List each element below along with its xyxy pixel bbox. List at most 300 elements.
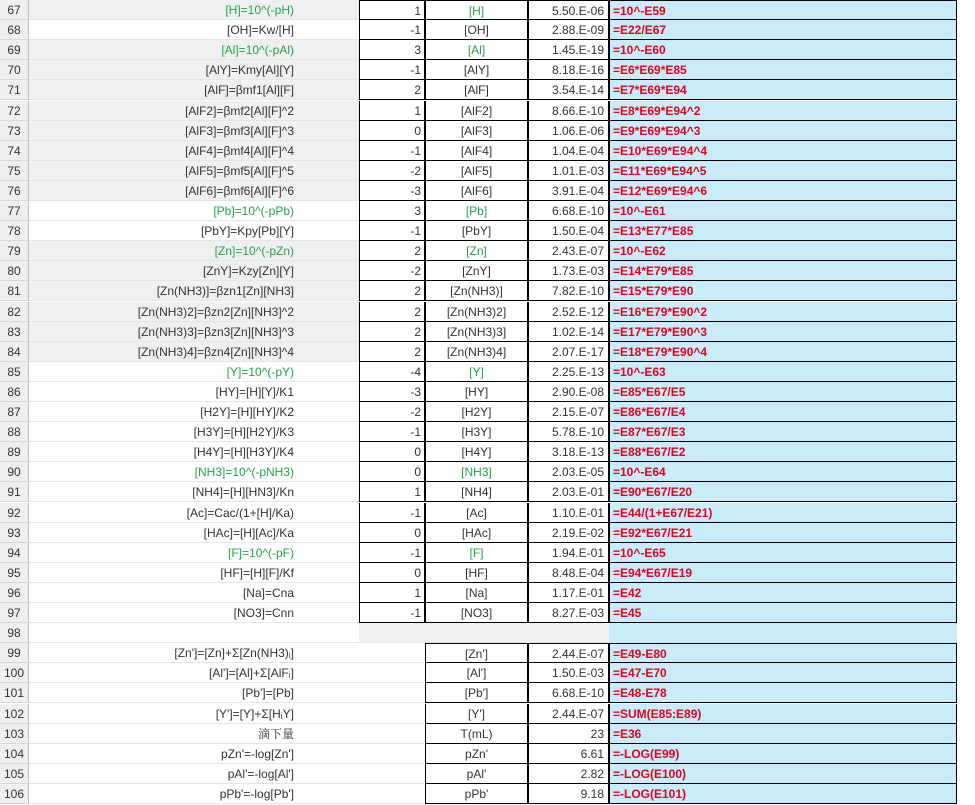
row-header[interactable]: 83 (0, 322, 29, 342)
formula-cell[interactable]: =E36 (609, 724, 957, 744)
value-cell[interactable]: 1.02.E-14 (528, 322, 609, 342)
empty-cell[interactable] (359, 623, 425, 643)
species-cell[interactable]: pZn' (425, 744, 528, 764)
empty-cell[interactable] (359, 663, 425, 683)
species-cell[interactable]: [Pb] (425, 201, 528, 221)
empty-cell[interactable] (297, 80, 359, 100)
label-cell[interactable]: [H2Y]=[H][HY]/K2 (29, 402, 297, 422)
formula-cell[interactable]: =10^-E63 (609, 362, 957, 382)
charge-cell[interactable]: -1 (359, 141, 425, 161)
label-cell[interactable]: [F]=10^(-pF) (29, 543, 297, 563)
row-header[interactable]: 91 (0, 482, 29, 502)
charge-cell[interactable]: 2 (359, 281, 425, 301)
row-header[interactable]: 68 (0, 20, 29, 40)
species-cell[interactable]: [Y'] (425, 704, 528, 724)
formula-cell[interactable]: =SUM(E85:E89) (609, 704, 957, 724)
species-cell[interactable]: [ZnY] (425, 261, 528, 281)
charge-cell[interactable]: 0 (359, 462, 425, 482)
table-row (0, 201, 975, 221)
charge-cell[interactable]: 2 (359, 322, 425, 342)
value-cell[interactable]: 8.48.E-04 (528, 563, 609, 583)
table-row (0, 20, 975, 40)
value-cell[interactable]: 2.15.E-07 (528, 402, 609, 422)
row-header[interactable]: 77 (0, 201, 29, 221)
formula-cell[interactable]: =E85*E67/E5 (609, 382, 957, 402)
empty-cell[interactable] (297, 402, 359, 422)
formula-cell[interactable]: =E15*E79*E90 (609, 281, 957, 301)
label-cell[interactable]: pZn'=-log[Zn'] (29, 744, 297, 764)
species-cell[interactable]: [HAc] (425, 523, 528, 543)
label-cell[interactable]: [NH4]=[H][HN3]/Kn (29, 482, 297, 502)
row-header[interactable]: 97 (0, 603, 29, 623)
label-cell[interactable]: [HAc]=[H][Ac]/Ka (29, 523, 297, 543)
charge-cell[interactable]: -2 (359, 402, 425, 422)
empty-cell[interactable] (359, 764, 425, 784)
species-cell[interactable]: [AlF5] (425, 161, 528, 181)
species-cell[interactable]: pAl' (425, 764, 528, 784)
value-cell[interactable]: 1.17.E-01 (528, 583, 609, 603)
charge-cell[interactable]: -1 (359, 422, 425, 442)
row-header[interactable]: 67 (0, 0, 29, 20)
species-cell[interactable]: [AlF4] (425, 141, 528, 161)
table-row (0, 683, 975, 703)
empty-cell[interactable] (359, 724, 425, 744)
formula-cell[interactable]: =E16*E79*E90^2 (609, 302, 957, 322)
species-cell[interactable]: [H4Y] (425, 442, 528, 462)
empty-cell[interactable] (297, 101, 359, 121)
label-cell[interactable]: [AlF3]=βmf3[Al][F]^3 (29, 121, 297, 141)
label-cell[interactable]: [Zn']=[Zn]+Σ[Zn(NH3)ᵢ] (29, 643, 297, 663)
label-cell[interactable]: [AlF5]=βmf5[Al][F]^5 (29, 161, 297, 181)
label-cell[interactable]: [Y]=10^(-pY) (29, 362, 297, 382)
table-row (0, 764, 975, 784)
formula-cell[interactable]: =E87*E67/E3 (609, 422, 957, 442)
species-cell[interactable]: [Zn(NH3)4] (425, 342, 528, 362)
value-cell[interactable]: 2.44.E-07 (528, 643, 609, 663)
row-header[interactable]: 90 (0, 462, 29, 482)
empty-cell[interactable] (297, 281, 359, 301)
species-cell[interactable]: [PbY] (425, 221, 528, 241)
row-header[interactable]: 94 (0, 543, 29, 563)
row-header[interactable]: 84 (0, 342, 29, 362)
value-cell[interactable]: 2.52.E-12 (528, 302, 609, 322)
value-cell[interactable]: 1.50.E-03 (528, 663, 609, 683)
charge-cell[interactable]: -1 (359, 503, 425, 523)
label-cell[interactable]: pAl'=-log[Al'] (29, 764, 297, 784)
row-header[interactable]: 103 (0, 724, 29, 744)
formula-cell[interactable]: =-LOG(E101) (609, 784, 957, 804)
row-header[interactable]: 98 (0, 623, 29, 643)
formula-cell[interactable]: =E88*E67/E2 (609, 442, 957, 462)
row-header[interactable]: 88 (0, 422, 29, 442)
empty-cell[interactable] (359, 744, 425, 764)
charge-cell[interactable]: 1 (359, 101, 425, 121)
charge-cell[interactable]: -1 (359, 60, 425, 80)
table-row (0, 60, 975, 80)
value-cell[interactable]: 1.45.E-19 (528, 40, 609, 60)
row-header[interactable]: 82 (0, 302, 29, 322)
formula-cell[interactable]: =E12*E69*E94^6 (609, 181, 957, 201)
row-header[interactable]: 95 (0, 563, 29, 583)
charge-cell[interactable]: -1 (359, 20, 425, 40)
row-header[interactable]: 100 (0, 663, 29, 683)
table-row (0, 704, 975, 724)
charge-cell[interactable]: 1 (359, 482, 425, 502)
empty-cell[interactable] (297, 442, 359, 462)
empty-cell[interactable] (609, 623, 957, 643)
value-cell[interactable]: 2.03.E-05 (528, 462, 609, 482)
empty-cell[interactable] (297, 503, 359, 523)
empty-cell[interactable] (297, 683, 359, 703)
formula-cell[interactable]: =10^-E65 (609, 543, 957, 563)
species-cell[interactable]: [Zn(NH3)3] (425, 322, 528, 342)
formula-cell[interactable]: =E92*E67/E21 (609, 523, 957, 543)
table-row (0, 342, 975, 362)
species-cell[interactable]: [H2Y] (425, 402, 528, 422)
charge-cell[interactable]: -1 (359, 603, 425, 623)
row-header[interactable]: 74 (0, 141, 29, 161)
species-cell[interactable]: T(mL) (425, 724, 528, 744)
value-cell[interactable]: 6.68.E-10 (528, 683, 609, 703)
charge-cell[interactable]: 1 (359, 0, 425, 20)
label-cell[interactable]: [AlF4]=βmf4[Al][F]^4 (29, 141, 297, 161)
value-cell[interactable]: 2.43.E-07 (528, 241, 609, 261)
row-header[interactable]: 79 (0, 241, 29, 261)
empty-cell[interactable] (297, 261, 359, 281)
value-cell[interactable]: 23 (528, 724, 609, 744)
empty-cell[interactable] (297, 141, 359, 161)
charge-cell[interactable]: 2 (359, 241, 425, 261)
formula-cell[interactable]: =E90*E67/E20 (609, 482, 957, 502)
value-cell[interactable]: 6.68.E-10 (528, 201, 609, 221)
empty-cell[interactable] (297, 764, 359, 784)
value-cell[interactable]: 8.27.E-03 (528, 603, 609, 623)
row-header[interactable]: 87 (0, 402, 29, 422)
empty-cell[interactable] (359, 683, 425, 703)
empty-cell[interactable] (425, 623, 528, 643)
empty-cell[interactable] (297, 663, 359, 683)
table-row (0, 603, 975, 623)
species-cell[interactable]: [AlF2] (425, 101, 528, 121)
empty-cell[interactable] (359, 643, 425, 663)
empty-cell[interactable] (297, 181, 359, 201)
species-cell[interactable]: [AlF6] (425, 181, 528, 201)
formula-cell[interactable]: =E44/(1+E67/E21) (609, 503, 957, 523)
row-header[interactable]: 93 (0, 523, 29, 543)
value-cell[interactable]: 1.73.E-03 (528, 261, 609, 281)
label-cell[interactable]: [Pb]=10^(-pPb) (29, 201, 297, 221)
row-header[interactable]: 72 (0, 101, 29, 121)
species-cell[interactable]: [H] (425, 0, 528, 20)
row-header[interactable]: 92 (0, 503, 29, 523)
formula-cell[interactable]: =10^-E59 (609, 0, 957, 20)
value-cell[interactable]: 5.78.E-10 (528, 422, 609, 442)
value-cell[interactable]: 2.07.E-17 (528, 342, 609, 362)
value-cell[interactable]: 2.88.E-09 (528, 20, 609, 40)
formula-cell[interactable]: =10^-E62 (609, 241, 957, 261)
species-cell[interactable]: [Zn'] (425, 643, 528, 663)
empty-cell[interactable] (297, 623, 359, 643)
label-cell[interactable] (29, 623, 297, 643)
formula-cell[interactable]: =10^-E64 (609, 462, 957, 482)
formula-cell[interactable]: =E49-E80 (609, 643, 957, 663)
species-cell[interactable]: [AlF3] (425, 121, 528, 141)
label-cell[interactable]: [Zn(NH3)3]=βzn3[Zn][NH3]^3 (29, 322, 297, 342)
formula-cell[interactable]: =E48-E78 (609, 683, 957, 703)
row-header[interactable]: 69 (0, 40, 29, 60)
value-cell[interactable]: 3.54.E-14 (528, 80, 609, 100)
empty-cell[interactable] (297, 322, 359, 342)
table-row (0, 302, 975, 322)
formula-cell[interactable]: =-LOG(E99) (609, 744, 957, 764)
value-cell[interactable]: 8.66.E-10 (528, 101, 609, 121)
formula-cell[interactable]: =E45 (609, 603, 957, 623)
table-row (0, 583, 975, 603)
empty-cell[interactable] (297, 362, 359, 382)
table-row (0, 281, 975, 301)
row-header[interactable]: 101 (0, 683, 29, 703)
value-cell[interactable]: 1.04.E-04 (528, 141, 609, 161)
empty-cell[interactable] (528, 623, 609, 643)
formula-cell[interactable]: =E18*E79*E90^4 (609, 342, 957, 362)
empty-cell[interactable] (297, 342, 359, 362)
species-cell[interactable]: [AlY] (425, 60, 528, 80)
empty-cell[interactable] (297, 563, 359, 583)
species-cell[interactable]: [NH3] (425, 462, 528, 482)
row-header[interactable]: 106 (0, 784, 29, 804)
formula-cell[interactable]: =E9*E69*E94^3 (609, 121, 957, 141)
formula-cell[interactable]: =E47-E70 (609, 663, 957, 683)
charge-cell[interactable]: 2 (359, 302, 425, 322)
formula-cell[interactable]: =-LOG(E100) (609, 764, 957, 784)
label-cell[interactable]: [NO3]=Cnn (29, 603, 297, 623)
formula-cell[interactable]: =E8*E69*E94^2 (609, 101, 957, 121)
label-cell[interactable]: [HF]=[H][F]/Kf (29, 563, 297, 583)
formula-cell[interactable]: =10^-E60 (609, 40, 957, 60)
species-cell[interactable]: [H3Y] (425, 422, 528, 442)
value-cell[interactable]: 1.94.E-01 (528, 543, 609, 563)
empty-cell[interactable] (297, 482, 359, 502)
species-cell[interactable]: [Zn(NH3)2] (425, 302, 528, 322)
charge-cell[interactable]: -1 (359, 543, 425, 563)
label-cell[interactable]: [Na]=Cna (29, 583, 297, 603)
row-header[interactable]: 102 (0, 704, 29, 724)
empty-cell[interactable] (297, 40, 359, 60)
label-cell[interactable]: [Al']=[Al]+Σ[AlFᵢ] (29, 663, 297, 683)
formula-cell[interactable]: =10^-E61 (609, 201, 957, 221)
formula-cell[interactable]: =E14*E79*E85 (609, 261, 957, 281)
species-cell[interactable]: [HY] (425, 382, 528, 402)
charge-cell[interactable]: 1 (359, 583, 425, 603)
value-cell[interactable]: 2.19.E-02 (528, 523, 609, 543)
row-header[interactable]: 99 (0, 643, 29, 663)
species-cell[interactable]: [Al] (425, 40, 528, 60)
charge-cell[interactable]: 2 (359, 80, 425, 100)
species-cell[interactable]: [Al'] (425, 663, 528, 683)
label-cell[interactable]: [Zn(NH3)]=βzn1[Zn][NH3] (29, 281, 297, 301)
row-header[interactable]: 86 (0, 382, 29, 402)
species-cell[interactable]: [HF] (425, 563, 528, 583)
species-cell[interactable]: [Pb'] (425, 683, 528, 703)
row-header[interactable]: 71 (0, 80, 29, 100)
value-cell[interactable]: 9.18 (528, 784, 609, 804)
label-cell[interactable]: [Y']=[Y]+Σ[HᵢY] (29, 704, 297, 724)
label-cell[interactable]: [AlY]=Kmy[Al][Y] (29, 60, 297, 80)
value-cell[interactable]: 6.61 (528, 744, 609, 764)
label-cell[interactable]: [PbY]=Kpy[Pb][Y] (29, 221, 297, 241)
label-cell[interactable]: pPb'=-log[Pb'] (29, 784, 297, 804)
empty-cell[interactable] (297, 60, 359, 80)
empty-cell[interactable] (297, 161, 359, 181)
label-cell[interactable]: [H4Y]=[H][H3Y]/K4 (29, 442, 297, 462)
table-row (0, 543, 975, 563)
empty-cell[interactable] (297, 0, 359, 20)
label-cell[interactable]: [Al]=10^(-pAl) (29, 40, 297, 60)
value-cell[interactable]: 3.18.E-13 (528, 442, 609, 462)
value-cell[interactable]: 5.50.E-06 (528, 0, 609, 20)
species-cell[interactable]: [Zn(NH3)] (425, 281, 528, 301)
label-cell[interactable]: [Zn(NH3)4]=βzn4[Zn][NH3]^4 (29, 342, 297, 362)
empty-cell[interactable] (297, 462, 359, 482)
label-cell[interactable]: [NH3]=10^(-pNH3) (29, 462, 297, 482)
empty-cell[interactable] (297, 543, 359, 563)
row-header[interactable]: 105 (0, 764, 29, 784)
value-cell[interactable]: 1.06.E-06 (528, 121, 609, 141)
row-header[interactable]: 73 (0, 121, 29, 141)
row-header[interactable]: 89 (0, 442, 29, 462)
value-cell[interactable]: 2.82 (528, 764, 609, 784)
charge-cell[interactable]: 0 (359, 523, 425, 543)
charge-cell[interactable]: -4 (359, 362, 425, 382)
row-header[interactable]: 70 (0, 60, 29, 80)
species-cell[interactable]: [F] (425, 543, 528, 563)
value-cell[interactable]: 7.82.E-10 (528, 281, 609, 301)
table-row (0, 503, 975, 523)
value-cell[interactable]: 8.18.E-16 (528, 60, 609, 80)
charge-cell[interactable]: -2 (359, 261, 425, 281)
value-cell[interactable]: 2.03.E-01 (528, 482, 609, 502)
row-header[interactable]: 81 (0, 281, 29, 301)
empty-cell[interactable] (297, 382, 359, 402)
value-cell[interactable]: 1.01.E-03 (528, 161, 609, 181)
empty-cell[interactable] (297, 523, 359, 543)
table-row (0, 744, 975, 764)
empty-cell[interactable] (297, 643, 359, 663)
empty-cell[interactable] (297, 221, 359, 241)
empty-cell[interactable] (297, 704, 359, 724)
table-row (0, 121, 975, 141)
empty-cell[interactable] (297, 603, 359, 623)
value-cell[interactable]: 2.90.E-08 (528, 382, 609, 402)
charge-cell[interactable]: 3 (359, 201, 425, 221)
label-cell[interactable]: [H3Y]=[H][H2Y]/K3 (29, 422, 297, 442)
empty-cell[interactable] (297, 583, 359, 603)
formula-cell[interactable]: =E42 (609, 583, 957, 603)
species-cell[interactable]: pPb' (425, 784, 528, 804)
value-cell[interactable]: 1.10.E-01 (528, 503, 609, 523)
label-cell[interactable]: [AlF]=βmf1[Al][F] (29, 80, 297, 100)
label-cell[interactable]: 滴下量 (29, 724, 297, 744)
charge-cell[interactable]: -2 (359, 161, 425, 181)
label-cell[interactable]: [OH]=Kw/[H] (29, 20, 297, 40)
label-cell[interactable]: [H]=10^(-pH) (29, 0, 297, 20)
row-header[interactable]: 78 (0, 221, 29, 241)
empty-cell[interactable] (297, 121, 359, 141)
charge-cell[interactable]: 0 (359, 121, 425, 141)
species-cell[interactable]: [NO3] (425, 603, 528, 623)
empty-cell[interactable] (297, 241, 359, 261)
label-cell[interactable]: [Zn]=10^(-pZn) (29, 241, 297, 261)
species-cell[interactable]: [Y] (425, 362, 528, 382)
empty-cell[interactable] (297, 20, 359, 40)
row-header[interactable]: 96 (0, 583, 29, 603)
empty-cell[interactable] (297, 784, 359, 804)
empty-cell[interactable] (359, 704, 425, 724)
value-cell[interactable]: 3.91.E-04 (528, 181, 609, 201)
label-cell[interactable]: [Pb']=[Pb] (29, 683, 297, 703)
row-header[interactable]: 80 (0, 261, 29, 281)
row-header[interactable]: 75 (0, 161, 29, 181)
row-header[interactable]: 76 (0, 181, 29, 201)
value-cell[interactable]: 2.25.E-13 (528, 362, 609, 382)
label-cell[interactable]: [ZnY]=Kzy[Zn][Y] (29, 261, 297, 281)
empty-cell[interactable] (297, 422, 359, 442)
table-row (0, 80, 975, 100)
label-cell[interactable]: [Zn(NH3)2]=βzn2[Zn][NH3]^2 (29, 302, 297, 322)
label-cell[interactable]: [HY]=[H][Y]/K1 (29, 382, 297, 402)
table-row (0, 181, 975, 201)
formula-cell[interactable]: =E7*E69*E94 (609, 80, 957, 100)
species-cell[interactable]: [OH] (425, 20, 528, 40)
empty-cell[interactable] (297, 201, 359, 221)
charge-cell[interactable]: -3 (359, 382, 425, 402)
species-cell[interactable]: [Zn] (425, 241, 528, 261)
species-cell[interactable]: [AlF] (425, 80, 528, 100)
formula-cell[interactable]: =E10*E69*E94^4 (609, 141, 957, 161)
formula-cell[interactable]: =E6*E69*E85 (609, 60, 957, 80)
row-header[interactable]: 104 (0, 744, 29, 764)
empty-cell[interactable] (359, 784, 425, 804)
value-cell[interactable]: 1.50.E-04 (528, 221, 609, 241)
formula-cell[interactable]: =E17*E79*E90^3 (609, 322, 957, 342)
value-cell[interactable]: 2.44.E-07 (528, 704, 609, 724)
formula-cell[interactable]: =E94*E67/E19 (609, 563, 957, 583)
table-row (0, 101, 975, 121)
charge-cell[interactable]: 0 (359, 563, 425, 583)
table-row (0, 623, 975, 643)
empty-cell[interactable] (297, 744, 359, 764)
empty-cell[interactable] (297, 302, 359, 322)
species-cell[interactable]: [Ac] (425, 503, 528, 523)
row-header[interactable]: 85 (0, 362, 29, 382)
formula-cell[interactable]: =E22/E67 (609, 20, 957, 40)
formula-cell[interactable]: =E13*E77*E85 (609, 221, 957, 241)
formula-cell[interactable]: =E11*E69*E94^5 (609, 161, 957, 181)
empty-cell[interactable] (297, 724, 359, 744)
charge-cell[interactable]: -1 (359, 221, 425, 241)
label-cell[interactable]: [Ac]=Cac/(1+[H]/Ka) (29, 503, 297, 523)
charge-cell[interactable]: 3 (359, 40, 425, 60)
charge-cell[interactable]: 2 (359, 342, 425, 362)
charge-cell[interactable]: -3 (359, 181, 425, 201)
species-cell[interactable]: [Na] (425, 583, 528, 603)
charge-cell[interactable]: 0 (359, 442, 425, 462)
label-cell[interactable]: [AlF6]=βmf6[Al][F]^6 (29, 181, 297, 201)
species-cell[interactable]: [NH4] (425, 482, 528, 502)
label-cell[interactable]: [AlF2]=βmf2[Al][F]^2 (29, 101, 297, 121)
formula-cell[interactable]: =E86*E67/E4 (609, 402, 957, 422)
table-row (0, 362, 975, 382)
